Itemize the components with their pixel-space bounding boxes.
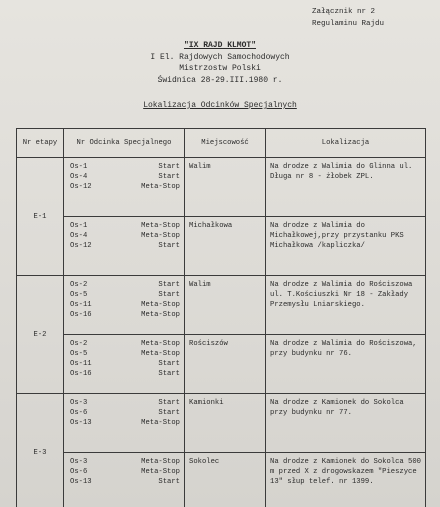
place-name: Michałkowa xyxy=(185,217,266,276)
segment-name: Os-6 xyxy=(70,409,88,417)
segment-entry xyxy=(68,280,180,290)
segment-entry xyxy=(68,349,180,359)
location-description: Na drodze z Kamionek do Sokolca 500 m przed X z drogowskazem "Pieszyce 13" słup telef. nr 1399. xyxy=(266,453,426,507)
segment-list xyxy=(64,335,185,394)
segment-entry xyxy=(68,369,180,379)
header-location: Lokalizacja xyxy=(266,129,426,158)
stage-number: E-1 xyxy=(17,158,64,276)
segment-name: Os-4 xyxy=(70,232,88,240)
place-name: Walim xyxy=(185,158,266,217)
segment-status: Meta-Stop xyxy=(141,222,180,230)
segment-entry xyxy=(68,408,180,418)
segment-name: Os-1 xyxy=(70,222,88,230)
segment-status: Start xyxy=(158,478,180,486)
segment-entry xyxy=(68,182,180,192)
segment-status: Meta-Stop xyxy=(141,301,180,309)
segment-entry xyxy=(68,231,180,241)
segment-entry xyxy=(68,339,180,349)
header-place: Miejscowość xyxy=(185,129,266,158)
segment-status: Meta-Stop xyxy=(141,419,180,427)
segment-entry xyxy=(68,300,180,310)
header-line-2: I El. Rajdowych Samochodowych xyxy=(150,52,290,62)
segment-entry xyxy=(68,477,180,487)
table-row xyxy=(17,217,426,276)
segment-entry xyxy=(68,172,180,182)
segment-list xyxy=(64,276,185,335)
segment-list xyxy=(64,158,185,217)
table-row xyxy=(17,453,426,507)
segment-list xyxy=(64,453,185,507)
segment-status: Start xyxy=(158,281,180,289)
attachment-line-2: Regulaminu Rajdu xyxy=(312,20,385,28)
segment-status: Meta-Stop xyxy=(141,350,180,358)
table-body xyxy=(17,158,426,507)
segment-name: Os-13 xyxy=(70,478,92,486)
place-name: Sokolec xyxy=(185,453,266,507)
segment-name: Os-12 xyxy=(70,183,92,191)
segment-name: Os-12 xyxy=(70,242,92,250)
segment-entry xyxy=(68,418,180,428)
segment-entry xyxy=(68,457,180,467)
segment-entry xyxy=(68,241,180,251)
segment-name: Os-2 xyxy=(70,340,88,348)
attachment-line-1: Załącznik nr 2 xyxy=(312,8,376,16)
segment-status: Meta-Stop xyxy=(141,232,180,240)
segment-status: Start xyxy=(158,399,180,407)
location-description: Na drodze z Walimia do Michałkowej,przy przystanku PKS Michałkowa /kapliczka/ xyxy=(266,217,426,276)
segment-name: Os-1 xyxy=(70,163,88,171)
segment-status: Meta-Stop xyxy=(141,183,180,191)
segment-status: Start xyxy=(158,291,180,299)
segment-status: Start xyxy=(158,242,180,250)
segment-name: Os-13 xyxy=(70,419,92,427)
segment-status: Start xyxy=(158,163,180,171)
segment-name: Os-2 xyxy=(70,281,88,289)
segment-status: Meta-Stop xyxy=(141,340,180,348)
stage-number: E-2 xyxy=(17,276,64,394)
segment-status: Meta-Stop xyxy=(141,468,180,476)
header-segment: Nr Odcinka Specjalnego xyxy=(64,129,185,158)
place-name: Rościszów xyxy=(185,335,266,394)
segment-entry xyxy=(68,162,180,172)
location-description: Na drodze z Walimia do Rościszowa, przy budynku nr 76. xyxy=(266,335,426,394)
segment-name: Os-16 xyxy=(70,311,92,319)
header-line-3: Mistrzostw Polski xyxy=(179,64,261,73)
segment-status: Start xyxy=(158,370,180,378)
segment-entry xyxy=(68,221,180,231)
table-row xyxy=(17,394,426,453)
location-description: Na drodze z Walimia do Glinna ul. Długa nr 8 - żłobek ZPL. xyxy=(266,158,426,217)
stage-number: E-3 xyxy=(17,394,64,507)
segment-list xyxy=(64,394,185,453)
segment-entry xyxy=(68,290,180,300)
location-description: Na drodze z Walimia do Rościszowa ul. T.Kościuszki Nr 18 - Zakłady Przemysłu Lniarskiego. xyxy=(266,276,426,335)
attachment-note xyxy=(312,6,384,30)
header-stage: Nr etapy xyxy=(17,129,64,158)
segment-name: Os-6 xyxy=(70,468,88,476)
segment-name: Os-11 xyxy=(70,301,92,309)
segment-status: Start xyxy=(158,409,180,417)
table-row xyxy=(17,158,426,217)
table-row xyxy=(17,335,426,394)
special-stages-table xyxy=(16,128,426,507)
segment-name: Os-5 xyxy=(70,350,88,358)
table-row xyxy=(17,276,426,335)
segment-status: Meta-Stop xyxy=(141,311,180,319)
segment-status: Start xyxy=(158,173,180,181)
segment-entry xyxy=(68,467,180,477)
segment-entry xyxy=(68,310,180,320)
rally-title: "IX RAJD KLMOT" xyxy=(183,41,256,50)
segment-status: Start xyxy=(158,360,180,368)
segment-entry xyxy=(68,398,180,408)
segment-list xyxy=(64,217,185,276)
document-header xyxy=(0,40,440,112)
segment-name: Os-4 xyxy=(70,173,88,181)
location-description: Na drodze z Kamionek do Sokolca przy budynku nr 77. xyxy=(266,394,426,453)
segment-entry xyxy=(68,359,180,369)
segment-name: Os-3 xyxy=(70,399,88,407)
section-title: Lokalizacja Odcinków Specjalnych xyxy=(143,101,297,110)
segment-name: Os-16 xyxy=(70,370,92,378)
header-line-4: Świdnica 28-29.III.1980 r. xyxy=(157,75,283,85)
table-header-row xyxy=(17,129,426,158)
segment-name: Os-5 xyxy=(70,291,88,299)
segment-name: Os-11 xyxy=(70,360,92,368)
segment-status: Meta-Stop xyxy=(141,458,180,466)
place-name: Walim xyxy=(185,276,266,335)
place-name: Kamionki xyxy=(185,394,266,453)
segment-name: Os-3 xyxy=(70,458,88,466)
